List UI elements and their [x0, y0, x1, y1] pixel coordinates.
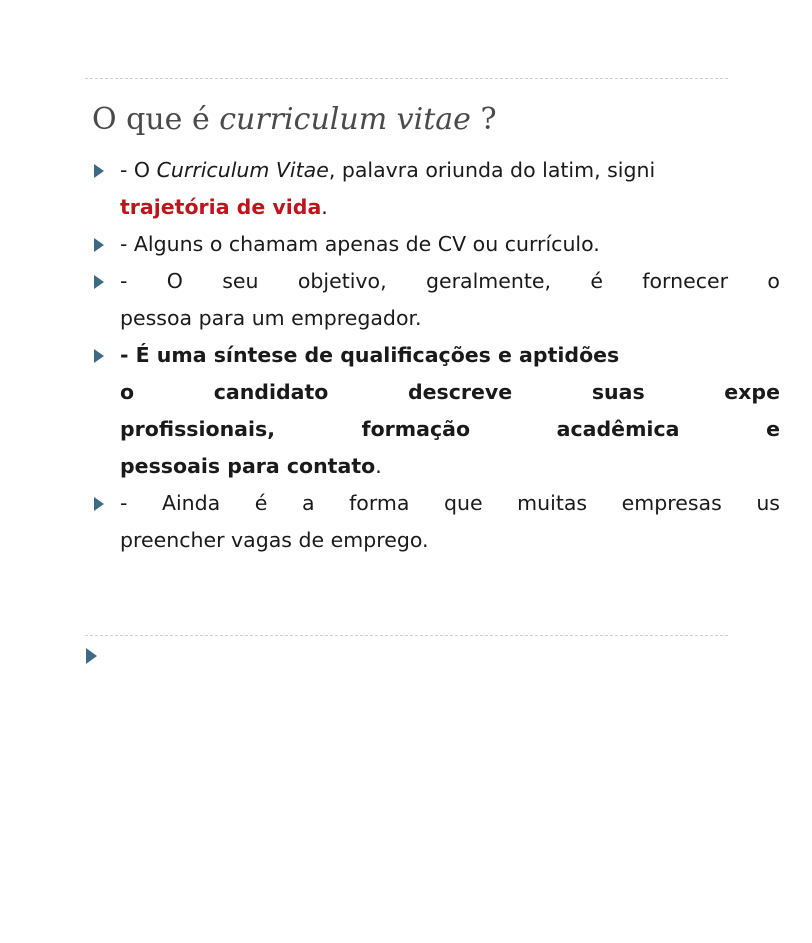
triangle-right-icon: [94, 497, 104, 511]
b3-word: seu: [222, 269, 259, 293]
b1-end: .: [321, 195, 328, 219]
b3-word: objetivo,: [297, 269, 387, 293]
title-plain: O que é: [92, 102, 220, 137]
b4-word: suas: [591, 380, 645, 404]
b5-word: empresas: [621, 491, 722, 515]
b4-word: acadêmica: [556, 417, 680, 441]
title-italic: curriculum vitae: [219, 102, 471, 137]
bullet-item-4: [92, 337, 812, 485]
bullet-5-line-2: preencher vagas de emprego.: [120, 528, 429, 552]
b5-word: muitas: [517, 491, 588, 515]
b5-word: que: [443, 491, 483, 515]
bullet-item-5: [92, 485, 812, 559]
b1-rest: , palavra oriunda do latim, signi: [328, 158, 656, 182]
b5-word: é: [254, 491, 268, 515]
bullet-2-line-1: - Alguns o chamam apenas de CV ou currículo.: [120, 232, 600, 256]
triangle-right-icon: [86, 648, 97, 664]
b4-word: candidato: [213, 380, 329, 404]
top-divider: [85, 78, 728, 79]
bottom-divider: [85, 635, 728, 636]
triangle-right-icon: [94, 349, 104, 363]
bullet-item-2: [92, 226, 812, 263]
b4-line4-text: pessoais para contato: [120, 454, 376, 478]
bullet-4-line-1: [120, 337, 812, 374]
bullet-3-line-2: pessoa para um empregador.: [120, 306, 422, 330]
bullet-list: [92, 152, 812, 559]
b3-word: -: [120, 269, 128, 293]
bullet-item-3: [92, 263, 812, 337]
bullet-4-line-3: [120, 411, 780, 448]
b3-word: é: [590, 269, 603, 293]
b4-word: o: [120, 380, 135, 404]
b4-line1-text: É uma síntese de qualificações e aptidões: [135, 343, 620, 367]
bullet-4-line-2: [120, 374, 780, 411]
bullet-item-1: [92, 152, 812, 226]
b4-end: .: [375, 454, 382, 478]
b5-word: us: [756, 491, 780, 515]
bullet-5-line-1: [120, 485, 780, 522]
triangle-right-icon: [94, 164, 104, 178]
b3-word: O: [166, 269, 183, 293]
b5-word: -: [120, 491, 128, 515]
b3-word: o: [767, 269, 780, 293]
b5-word: a: [301, 491, 315, 515]
slide-title: [92, 100, 497, 140]
b4-lead: -: [120, 343, 136, 367]
triangle-right-icon: [94, 275, 104, 289]
b4-word: expe: [724, 380, 780, 404]
b1-italic: Curriculum Vitae: [156, 158, 329, 182]
b3-word: geralmente,: [425, 269, 552, 293]
b4-word: profissionais,: [120, 417, 276, 441]
bullet-1-line-1: [120, 152, 812, 189]
b5-word: Ainda: [161, 491, 221, 515]
triangle-right-icon: [94, 238, 104, 252]
b4-word: e: [766, 417, 780, 441]
b1-highlight: trajetória de vida: [120, 195, 322, 219]
bullet-1-line-2: [120, 189, 812, 226]
b1-lead: - O: [120, 158, 157, 182]
b5-word: forma: [349, 491, 410, 515]
bullet-3-line-1: [120, 263, 780, 300]
b4-word: formação: [361, 417, 471, 441]
bullet-4-line-4: [120, 448, 812, 485]
b4-word: descreve: [407, 380, 513, 404]
title-tail: ?: [470, 102, 497, 137]
b3-word: fornecer: [642, 269, 729, 293]
